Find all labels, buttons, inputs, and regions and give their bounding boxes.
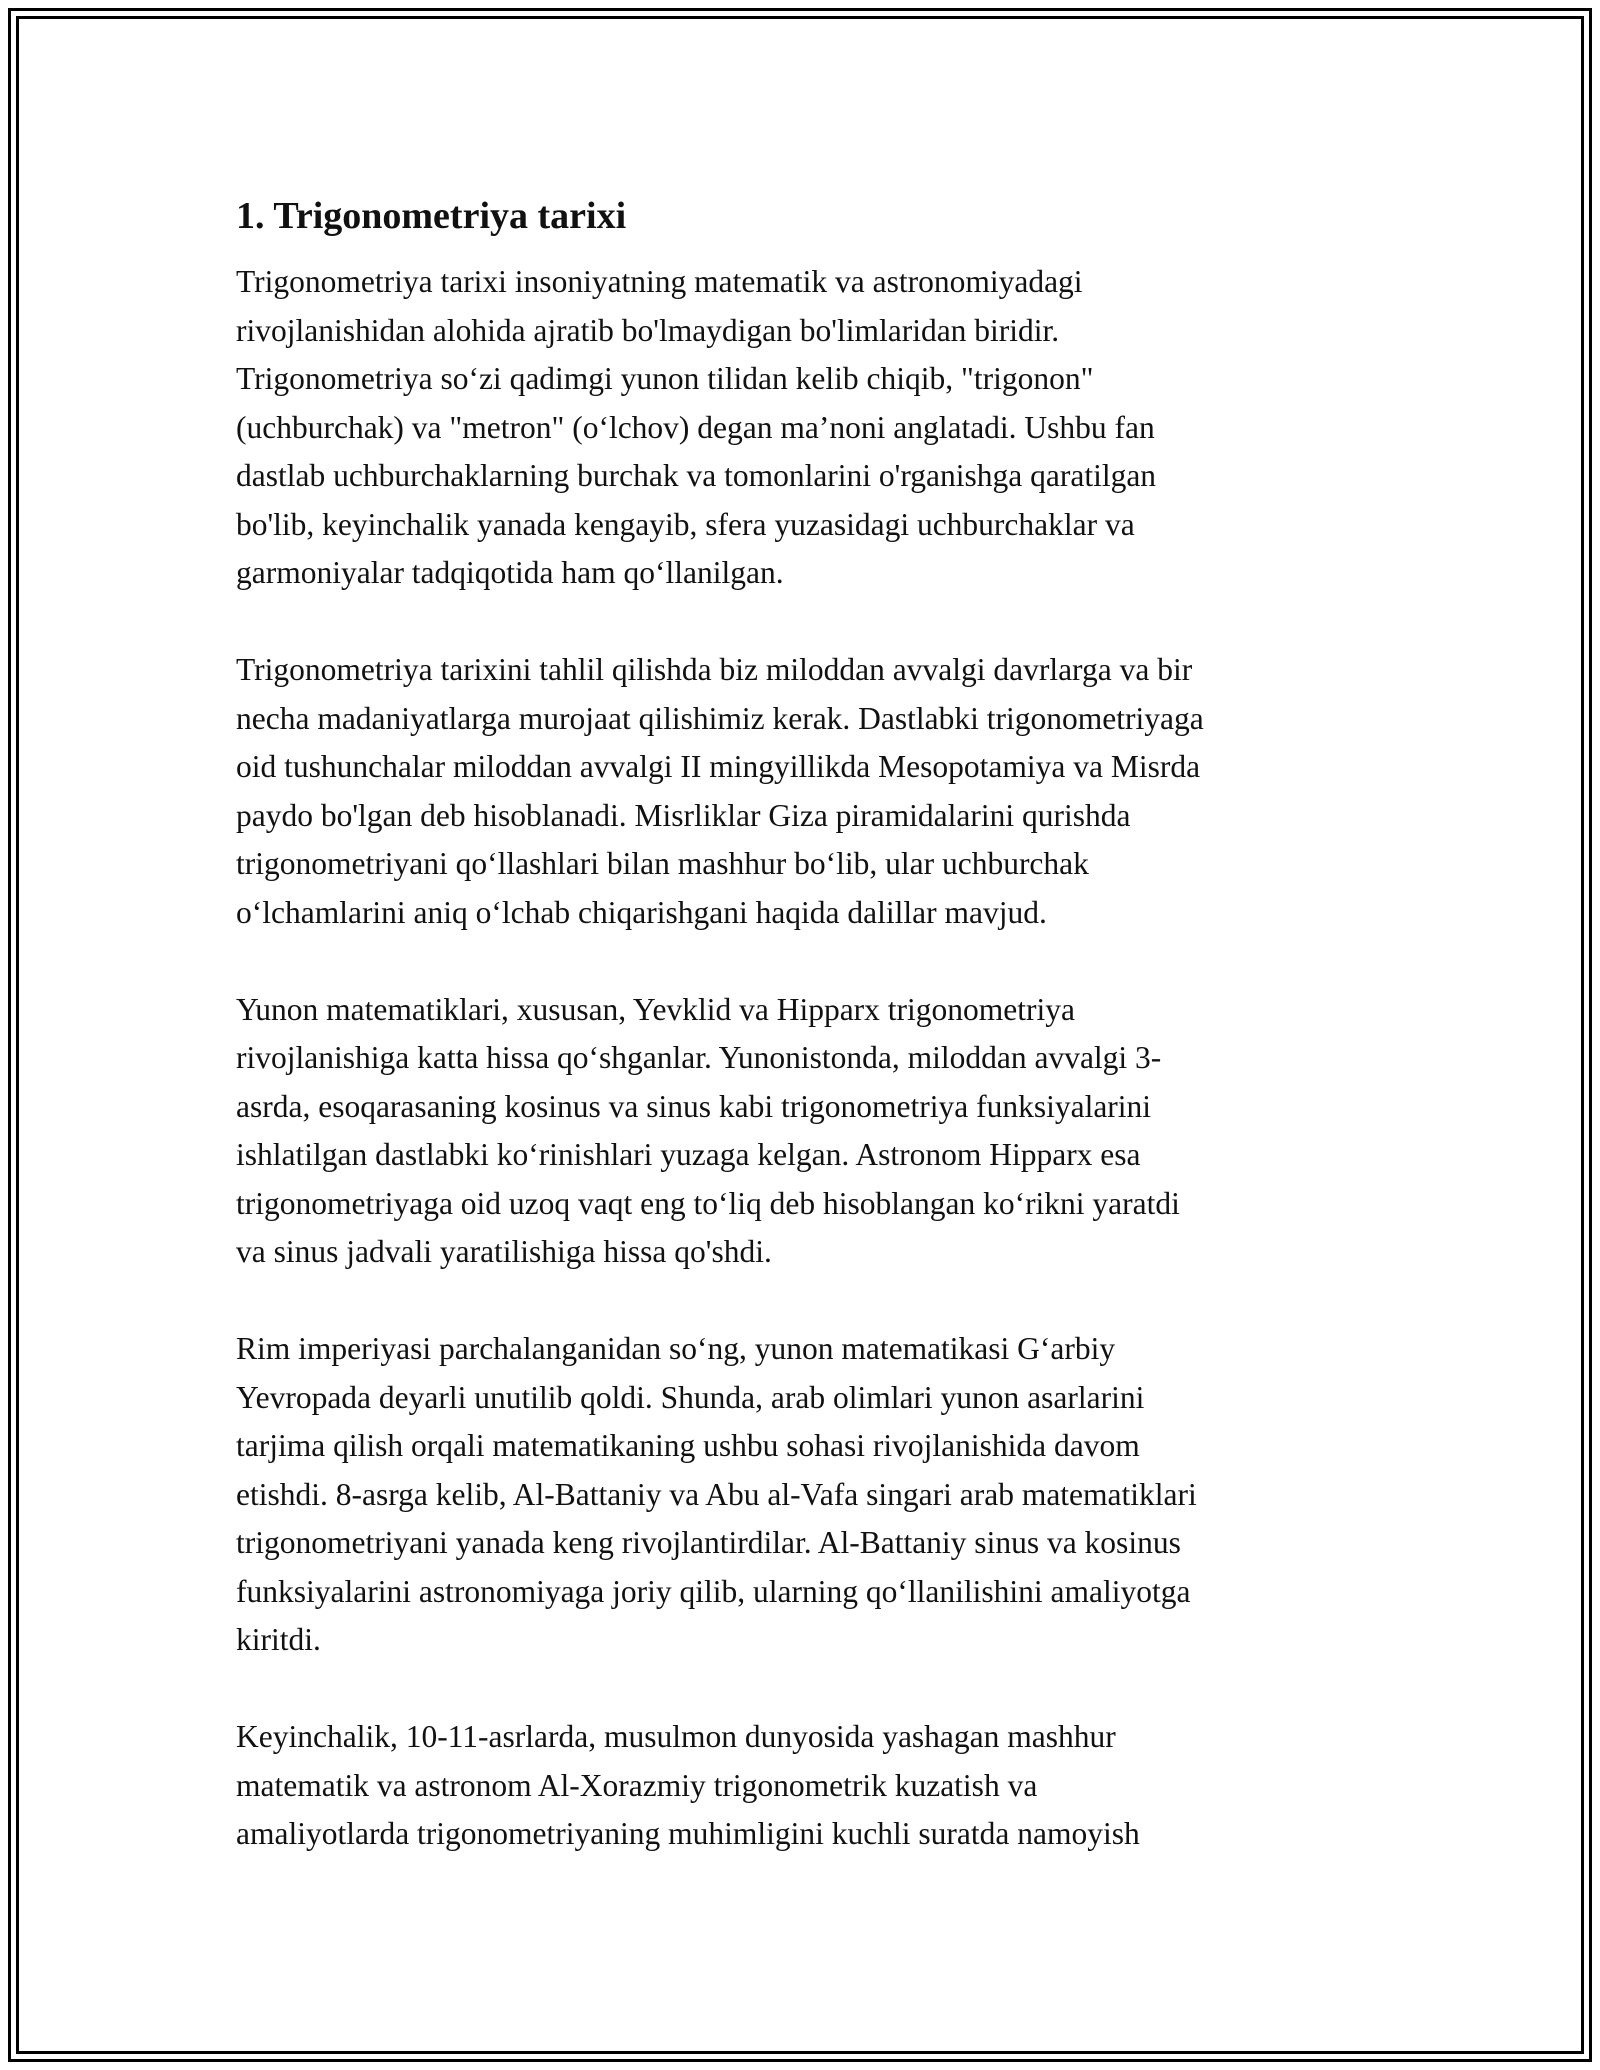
text-line: kiritdi. — [236, 1622, 321, 1657]
text-line: rivojlanishiga katta hissa qo‘shganlar. Yunonistonda, miloddan avvalgi 3- — [236, 1040, 1162, 1075]
text-line: trigonometriyani yanada keng rivojlantirdilar. Al-Battaniy sinus va kosinus — [236, 1525, 1181, 1560]
text-line: dastlab uchburchaklarning burchak va tomonlarini o'rganishga qaratilgan — [236, 458, 1157, 493]
text-line: necha madaniyatlarga murojaat qilishimiz kerak. Dastlabki trigonometriyaga — [236, 700, 1204, 736]
text-line: oid tushunchalar miloddan avvalgi II mingyillikda Mesopotamiya va Misrda — [236, 749, 1201, 784]
text-line: funksiyalarini astronomiyaga joriy qilib, ularning qo‘llanilishini amaliyotga — [236, 1573, 1191, 1609]
text-line: asrda, esoqarasaning kosinus va sinus kabi trigonometriya funksiyalarini — [236, 1088, 1152, 1124]
text-line: (uchburchak) va "metron" (o‘lchov) degan ma’noni anglatadi. Ushbu fan — [236, 409, 1155, 445]
paragraph-5 — [236, 1713, 1376, 1859]
text-line: Rim imperiyasi parchalanganidan so‘ng, yunon matematikasi G‘arbiy — [236, 1331, 1116, 1366]
text-line: tarjima qilish orqali matematikaning ushbu sohasi rivojlanishida davom — [236, 1428, 1140, 1463]
text-line: Yevropada deyarli unutilib qoldi. Shunda, arab olimlari yunon asarlarini — [236, 1379, 1145, 1415]
text-line: paydo bo'lgan deb hisoblanadi. Misrliklar Giza piramidalarini qurishda — [236, 797, 1131, 833]
text-line: Trigonometriya tarixini tahlil qilishda biz miloddan avvalgi davrlarga va bir — [236, 652, 1193, 687]
paragraph-2 — [236, 646, 1376, 937]
text-line: ishlatilgan dastlabki ko‘rinishlari yuzaga kelgan. Astronom Hipparx esa — [236, 1137, 1141, 1172]
paragraph-3 — [236, 986, 1376, 1277]
text-line: Trigonometriya so‘zi qadimgi yunon tilidan kelib chiqib, "trigonon" — [236, 361, 1094, 396]
text-line: trigonometriyani qo‘llashlari bilan mashhur bo‘lib, ular uchburchak — [236, 846, 1089, 881]
text-line: etishdi. 8-asrga kelib, Al-Battaniy va Abu al-Vafa singari arab matematiklari — [236, 1476, 1197, 1512]
text-line: Keyinchalik, 10-11-asrlarda, musulmon dunyosida yashagan mashhur — [236, 1719, 1116, 1754]
section-title: 1. Trigonometriya tarixi — [236, 195, 627, 237]
paragraph-4 — [236, 1325, 1376, 1665]
document-body — [236, 190, 1376, 1859]
text-line: matematik va astronom Al-Xorazmiy trigonometrik kuzatish va — [236, 1767, 1038, 1803]
text-line: trigonometriyaga oid uzoq vaqt eng to‘liq deb hisoblangan ko‘rikni yaratdi — [236, 1185, 1180, 1221]
text-line: Trigonometriya tarixi insoniyatning matematik va astronomiyadagi — [236, 264, 1083, 299]
text-line: bo'lib, keyinchalik yanada kengayib, sfera yuzasidagi uchburchaklar va — [236, 506, 1135, 542]
text-line: amaliyotlarda trigonometriyaning muhimligini kuchli suratda namoyish — [236, 1816, 1140, 1851]
text-line: o‘lchamlarini aniq o‘lchab chiqarishgani haqida dalillar mavjud. — [236, 894, 1047, 930]
text-line: Yunon matematiklari, xususan, Yevklid va Hipparx trigonometriya — [236, 991, 1075, 1027]
text-line: va sinus jadvali yaratilishiga hissa qo'shdi. — [236, 1234, 772, 1269]
text-line: rivojlanishidan alohida ajratib bo'lmaydigan bo'limlaridan biridir. — [236, 312, 1060, 348]
paragraph-1 — [236, 258, 1376, 598]
text-line: garmoniyalar tadqiqotida ham qo‘llanilgan. — [236, 555, 784, 590]
